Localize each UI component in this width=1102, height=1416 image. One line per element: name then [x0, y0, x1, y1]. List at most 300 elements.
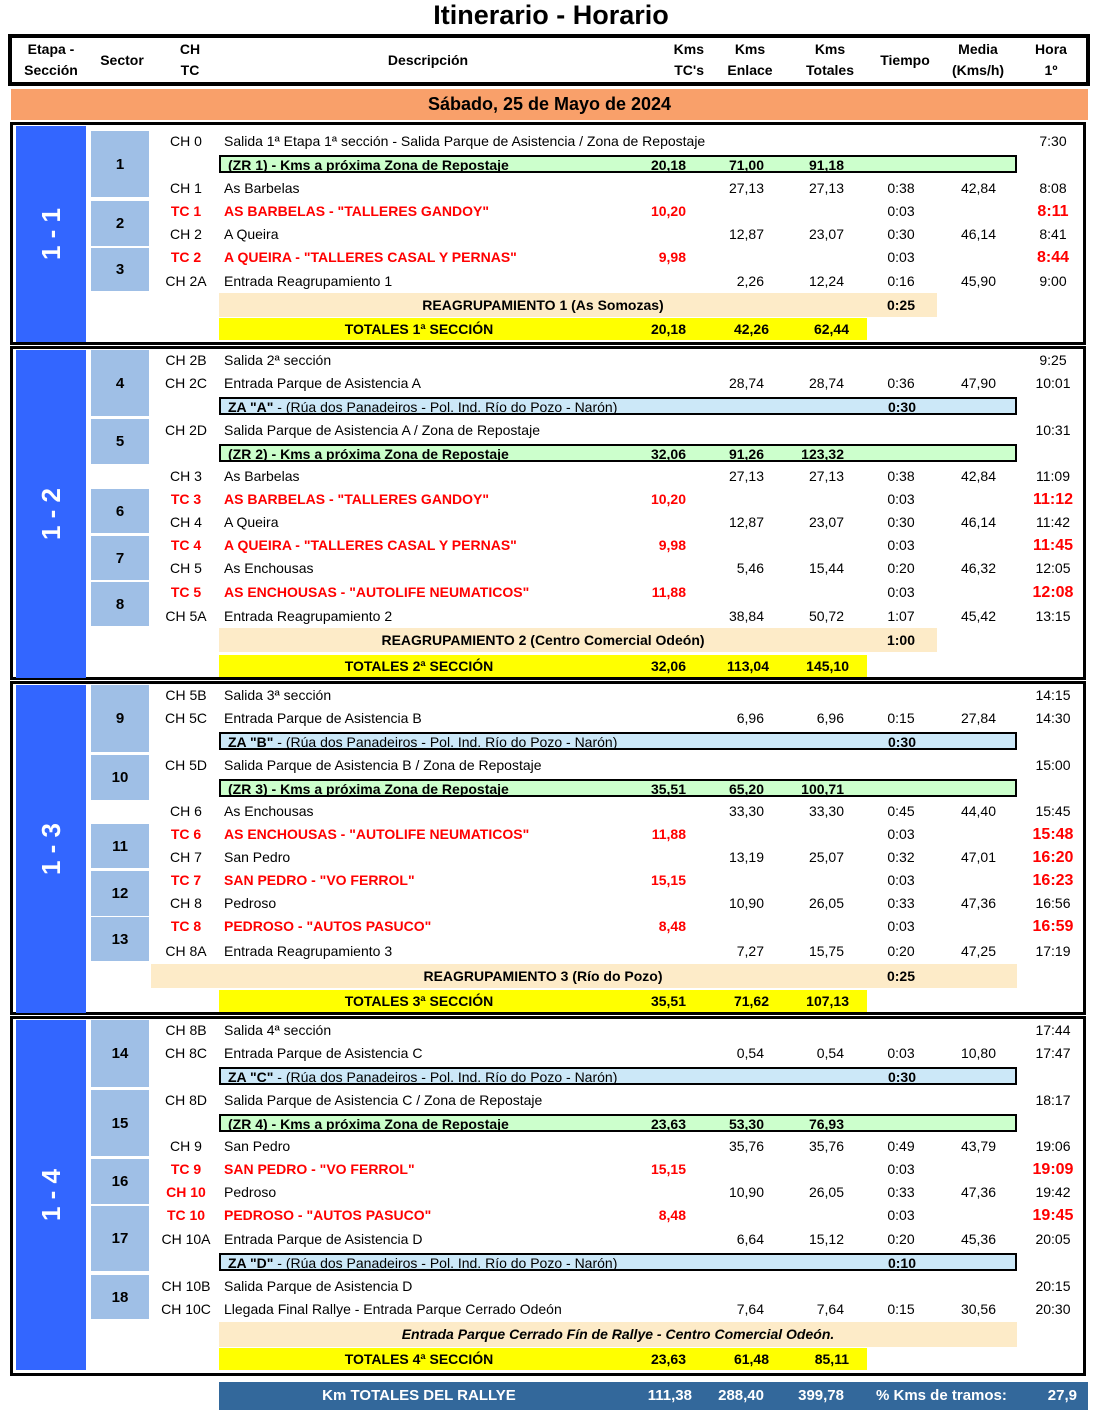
kms-tc-value: 8,48: [658, 918, 686, 934]
hora-value: 19:09: [1032, 1161, 1074, 1178]
row-description: As Barbelas: [224, 180, 300, 196]
row-description: SAN PEDRO - "VO FERROL": [224, 1161, 415, 1177]
media-value: 27,84: [960, 710, 996, 726]
hora-value: 17:44: [1035, 1022, 1071, 1038]
kms-enlace-value: 7,64: [736, 1301, 764, 1317]
refuel-zone-label: (ZR 3) - Kms a próxima Zona de Repostaje: [228, 781, 509, 797]
kms-totales-value: 85,11: [814, 1351, 849, 1367]
control-id: CH 10C: [161, 1301, 211, 1317]
ch-row: [0, 557, 1102, 580]
control-id: CH 5A: [165, 608, 207, 624]
tiempo-value: 0:36: [887, 375, 915, 391]
control-id: CH 2B: [165, 352, 207, 368]
assistance-zone-bar: [219, 732, 1017, 750]
sector-number: 8: [91, 582, 149, 626]
assistance-zone-label: ZA "D": [228, 1255, 274, 1271]
control-id: TC 8: [170, 918, 202, 934]
control-id: CH 2: [170, 226, 202, 242]
control-id: CH 5B: [165, 687, 207, 703]
hora-value: 12:05: [1035, 560, 1071, 576]
media-value: 47,01: [960, 849, 996, 865]
tiempo-value: 0:10: [887, 1255, 917, 1271]
control-id: TC 1: [170, 203, 202, 219]
sector-number: 10: [91, 755, 149, 800]
regroup-bar: [219, 293, 937, 317]
kms-totales-value: 76,93: [808, 1116, 844, 1132]
hora-value: 16:59: [1032, 918, 1074, 935]
hora-value: 12:08: [1032, 584, 1074, 601]
row-description: A Queira: [224, 514, 279, 530]
row-description: Entrada Reagrupamiento 3: [224, 943, 393, 959]
hora-value: 11:09: [1036, 468, 1070, 484]
tiempo-value: 0:25: [886, 968, 916, 984]
kms-enlace-value: 91,26: [728, 446, 764, 462]
kms-enlace-value: 33,30: [728, 803, 764, 819]
ch-row: [0, 419, 1102, 442]
hora-value: 16:56: [1035, 895, 1071, 911]
tiempo-value: 0:03: [887, 491, 915, 507]
hora-value: 11:45: [1032, 537, 1074, 554]
assistance-zone-text: [228, 399, 617, 415]
grand-total-kms-totales: 399,78: [798, 1387, 844, 1404]
parc-ferme-note: Entrada Parque Cerrado Fín de Rallye - Centro Comercial Odeón.: [219, 1322, 1017, 1347]
kms-enlace-value: 53,30: [728, 1116, 764, 1132]
header-hora-line1: Hora: [1035, 41, 1067, 57]
kms-totales-value: 123,32: [801, 446, 844, 462]
hora-value: 13:15: [1035, 608, 1071, 624]
assistance-zone-bar: [219, 1067, 1017, 1085]
kms-enlace-value: 28,74: [728, 375, 764, 391]
kms-enlace-value: 71,62: [733, 993, 769, 1009]
media-value: 42,84: [960, 180, 996, 196]
control-id: CH 8D: [164, 1092, 207, 1108]
row-description: Llegada Final Rallye - Entrada Parque Cerrado Odeón: [224, 1301, 562, 1317]
kms-tc-value: 15,15: [650, 872, 686, 888]
header-kms-totales-line2: Totales: [806, 62, 854, 78]
sector-number: 15: [91, 1090, 149, 1156]
kms-enlace-value: 38,84: [728, 608, 764, 624]
sector-number: 6: [91, 489, 149, 533]
sector-number: 13: [91, 917, 149, 961]
section-totals-bar: [219, 990, 867, 1012]
grand-total-pct: 27,9: [1047, 1387, 1077, 1404]
header-kms-enlace-line2: Enlace: [727, 62, 773, 78]
sector-number: 11: [91, 824, 149, 868]
media-value: 47,36: [960, 1184, 996, 1200]
kms-enlace-value: 12,87: [728, 226, 764, 242]
tiempo-value: 0:03: [887, 537, 915, 553]
kms-enlace-value: 65,20: [728, 781, 764, 797]
kms-tc-value: 20,18: [650, 157, 686, 173]
kms-enlace-value: 42,26: [733, 321, 769, 337]
ch-row: [0, 1135, 1102, 1158]
tc-row: [0, 823, 1102, 846]
ch-row: [0, 177, 1102, 200]
regroup-label: REAGRUPAMIENTO 1 (As Somozas): [422, 297, 664, 313]
assistance-zone-text: [228, 1069, 617, 1085]
header-kms-totales-line1: Kms: [814, 41, 846, 57]
hora-value: 8:11: [1037, 203, 1069, 220]
ch-row: [0, 940, 1102, 963]
assistance-zone-text: [228, 734, 617, 750]
tc-row: [0, 488, 1102, 511]
kms-enlace-value: 6,64: [736, 1231, 764, 1247]
hora-value: 14:30: [1035, 710, 1071, 726]
sector-number: 2: [91, 201, 149, 246]
ch-row: [0, 223, 1102, 246]
control-id: TC 9: [170, 1161, 202, 1177]
kms-enlace-value: 113,04: [726, 658, 769, 674]
ch-row: [0, 846, 1102, 869]
ch-row: [0, 684, 1102, 707]
ch-row: [0, 605, 1102, 628]
header-kms-totales: [790, 38, 870, 82]
assistance-zone-location: - (Rúa dos Panadeiros - Pol. Ind. Río do Pozo - Narón): [273, 734, 618, 750]
tiempo-value: 0:20: [887, 943, 915, 959]
assistance-zone-bar: [219, 1253, 1017, 1271]
kms-enlace-value: 35,76: [728, 1138, 764, 1154]
grand-total-pct-label: % Kms de tramos:: [876, 1387, 1007, 1404]
kms-totales-value: 15,44: [808, 560, 844, 576]
assistance-zone-location: - (Rúa dos Panadeiros - Pol. Ind. Río do Pozo - Narón): [273, 1069, 618, 1085]
ch-row: [0, 1298, 1102, 1321]
refuel-zone-bar: [219, 779, 1017, 797]
control-id: TC 4: [170, 537, 202, 553]
assistance-zone-location: - (Rúa dos Panadeiros - Pol. Ind. Río do Pozo - Narón): [273, 399, 618, 415]
hora-value: 8:08: [1039, 180, 1067, 196]
row-description: Salida 3ª sección: [224, 687, 332, 703]
ch-row: [0, 1019, 1102, 1042]
tiempo-value: 1:00: [886, 632, 916, 648]
header-media: [940, 38, 1016, 82]
row-description: Entrada Parque de Asistencia C: [224, 1045, 423, 1061]
assistance-zone-location: - (Rúa dos Panadeiros - Pol. Ind. Río do Pozo - Narón): [273, 1255, 618, 1271]
media-value: 47,90: [960, 375, 996, 391]
control-id: CH 8: [170, 895, 202, 911]
kms-totales-value: 15,12: [808, 1231, 844, 1247]
tiempo-value: 0:30: [887, 514, 915, 530]
tiempo-value: 0:03: [887, 918, 915, 934]
kms-enlace-value: 61,48: [733, 1351, 769, 1367]
hora-value: 14:15: [1035, 687, 1071, 703]
tiempo-value: 0:03: [887, 1161, 915, 1177]
section-totals-bar: [219, 318, 867, 340]
kms-enlace-value: 12,87: [728, 514, 764, 530]
etapa-text: 1 - 2: [36, 487, 66, 541]
sector-number: 4: [91, 350, 149, 416]
row-description: SAN PEDRO - "VO FERROL": [224, 872, 415, 888]
tc-row: [0, 869, 1102, 892]
page-title: Itinerario - Horario: [433, 0, 669, 30]
kms-enlace-value: 13,19: [728, 849, 764, 865]
assistance-zone-label: ZA "A": [228, 399, 274, 415]
sector-number: 16: [91, 1159, 149, 1204]
hora-value: 8:44: [1036, 249, 1070, 266]
row-description: AS BARBELAS - "TALLERES GANDOY": [224, 491, 490, 507]
kms-totales-value: 12,24: [808, 273, 844, 289]
kms-tc-value: 35,51: [650, 781, 686, 797]
row-description: A QUEIRA - "TALLERES CASAL Y PERNAS": [224, 537, 517, 553]
etapa-text: 1 - 3: [36, 822, 66, 876]
kms-totales-value: 107,13: [806, 993, 849, 1009]
tiempo-value: 0:03: [887, 826, 915, 842]
kms-tc-value: 10,20: [650, 203, 686, 219]
hora-value: 19:42: [1035, 1184, 1071, 1200]
ch-row: [0, 707, 1102, 730]
media-value: 43,79: [960, 1138, 996, 1154]
row-description: A QUEIRA - "TALLERES CASAL Y PERNAS": [224, 249, 517, 265]
sector-number: 9: [91, 685, 149, 752]
control-id: TC 7: [170, 872, 202, 888]
header-etapa: [12, 38, 90, 82]
row-description: Salida Parque de Asistencia C / Zona de Repostaje: [224, 1092, 543, 1108]
ch-row: [0, 1089, 1102, 1112]
kms-totales-value: 91,18: [808, 157, 844, 173]
ch-row: [0, 1181, 1102, 1204]
media-value: 45,36: [960, 1231, 996, 1247]
hora-value: 9:25: [1039, 352, 1067, 368]
kms-enlace-value: 10,90: [728, 895, 764, 911]
section-totals-bar: [219, 1348, 867, 1370]
kms-enlace-value: 0,54: [736, 1045, 764, 1061]
kms-totales-value: 100,71: [801, 781, 844, 797]
sector-number: 18: [91, 1275, 149, 1319]
tiempo-value: 0:30: [887, 226, 915, 242]
row-description: AS ENCHOUSAS - "AUTOLIFE NEUMATICOS": [224, 584, 530, 600]
section-totals-label: TOTALES 1ª SECCIÓN: [344, 321, 494, 337]
kms-totales-value: 28,74: [808, 375, 844, 391]
row-description: Entrada Reagrupamiento 1: [224, 273, 393, 289]
media-value: 30,56: [960, 1301, 996, 1317]
refuel-zone-bar: [219, 155, 1017, 173]
ch-row: [0, 892, 1102, 915]
row-description: Entrada Parque de Asistencia D: [224, 1231, 423, 1247]
header-ch: [154, 38, 226, 82]
control-id: CH 0: [170, 133, 202, 149]
regroup-label: REAGRUPAMIENTO 3 (Río do Pozo): [423, 968, 663, 984]
row-description: PEDROSO - "AUTOS PASUCO": [224, 1207, 432, 1223]
row-description: San Pedro: [224, 1138, 291, 1154]
tiempo-value: 0:33: [887, 1184, 915, 1200]
control-id: TC 10: [166, 1207, 206, 1223]
tiempo-value: 0:38: [887, 180, 915, 196]
kms-totales-value: 50,72: [808, 608, 844, 624]
header-kms-tc-line1: Kms: [673, 41, 704, 57]
kms-tc-value: 9,98: [658, 537, 686, 553]
tiempo-value: 0:30: [887, 399, 917, 415]
hora-value: 10:01: [1035, 375, 1071, 391]
kms-totales-value: 27,13: [808, 180, 844, 196]
kms-tc-value: 10,20: [650, 491, 686, 507]
row-description: Salida 4ª sección: [224, 1022, 332, 1038]
header-kms-enlace-line1: Kms: [734, 41, 766, 57]
tiempo-value: 0:45: [887, 803, 915, 819]
tiempo-value: 0:20: [887, 1231, 915, 1247]
kms-totales-value: 15,75: [808, 943, 844, 959]
kms-tc-value: 20,18: [650, 321, 686, 337]
media-value: 46,14: [960, 514, 996, 530]
tc-row: [0, 246, 1102, 269]
refuel-zone-label: (ZR 2) - Kms a próxima Zona de Repostaje: [228, 446, 509, 462]
table-header: [8, 34, 1090, 86]
control-id: TC 5: [170, 584, 202, 600]
kms-tc-value: 8,48: [658, 1207, 686, 1223]
grand-total-label: Km TOTALES DEL RALLYE: [322, 1387, 516, 1404]
row-description: Salida Parque de Asistencia A / Zona de Repostaje: [224, 422, 540, 438]
tc-row: [0, 581, 1102, 604]
ch-row: [0, 1228, 1102, 1251]
control-id: CH 6: [170, 803, 202, 819]
hora-value: 8:41: [1039, 226, 1067, 242]
sector-number: 17: [91, 1206, 149, 1271]
row-description: As Barbelas: [224, 468, 300, 484]
hora-value: 19:06: [1035, 1138, 1071, 1154]
tc-row: [0, 1158, 1102, 1181]
kms-totales-value: 62,44: [813, 321, 849, 337]
refuel-zone-label: (ZR 1) - Kms a próxima Zona de Repostaje: [228, 157, 509, 173]
sector-number: 5: [91, 419, 149, 464]
assistance-zone-text: [228, 1255, 617, 1271]
ch-row: [0, 130, 1102, 153]
hora-value: 17:47: [1035, 1045, 1071, 1061]
regroup-label: REAGRUPAMIENTO 2 (Centro Comercial Odeón): [381, 632, 705, 648]
hora-value: 15:45: [1035, 803, 1071, 819]
hora-value: 19:45: [1032, 1207, 1074, 1224]
section-totals-bar: [219, 655, 867, 677]
ch-row: [0, 349, 1102, 372]
date-banner: Sábado, 25 de Mayo de 2024: [11, 89, 1088, 120]
media-value: 47,25: [960, 943, 996, 959]
tiempo-value: 0:38: [887, 468, 915, 484]
row-description: Salida 1ª Etapa 1ª sección - Salida Parque de Asistencia / Zona de Repostaje: [224, 133, 706, 149]
ch-row: [0, 511, 1102, 534]
kms-tc-value: 32,06: [650, 658, 686, 674]
row-description: Salida 2ª sección: [224, 352, 332, 368]
grand-total-kms-enlace: 288,40: [718, 1387, 764, 1404]
hora-value: 17:19: [1035, 943, 1071, 959]
kms-enlace-value: 27,13: [728, 468, 764, 484]
section-totals-label: TOTALES 4ª SECCIÓN: [344, 1351, 494, 1367]
media-value: 42,84: [960, 468, 996, 484]
row-description: As Enchousas: [224, 560, 314, 576]
assistance-zone-bar: [219, 397, 1017, 415]
hora-value: 11:12: [1032, 491, 1074, 508]
grand-total-bar: [219, 1382, 1088, 1410]
kms-enlace-value: 10,90: [728, 1184, 764, 1200]
media-value: 46,14: [960, 226, 996, 242]
media-value: 45,90: [960, 273, 996, 289]
kms-totales-value: 145,10: [806, 658, 849, 674]
control-id: CH 2D: [164, 422, 207, 438]
ch-row: [0, 1042, 1102, 1065]
control-id: CH 5D: [164, 757, 207, 773]
etapa-text: 1 - 1: [36, 207, 66, 261]
control-id: CH 5C: [164, 710, 207, 726]
section-totals-label: TOTALES 3ª SECCIÓN: [344, 993, 494, 1009]
control-id: CH 1: [170, 180, 202, 196]
kms-tc-value: 23,63: [650, 1351, 686, 1367]
kms-totales-value: 6,96: [816, 710, 844, 726]
kms-totales-value: 23,07: [808, 226, 844, 242]
media-value: 44,40: [960, 803, 996, 819]
kms-tc-value: 15,15: [650, 1161, 686, 1177]
hora-value: 20:15: [1035, 1278, 1071, 1294]
kms-enlace-value: 5,46: [736, 560, 764, 576]
tiempo-value: 0:32: [887, 849, 915, 865]
section-totals-label: TOTALES 2ª SECCIÓN: [344, 658, 494, 674]
hora-value: 16:23: [1032, 872, 1074, 889]
control-id: CH 7: [170, 849, 202, 865]
header-etapa-line1: Etapa -: [27, 41, 75, 57]
kms-totales-value: 23,07: [808, 514, 844, 530]
header-ch-line1: CH: [179, 41, 201, 57]
kms-enlace-value: 2,26: [736, 273, 764, 289]
tiempo-value: 0:20: [887, 560, 915, 576]
media-value: 45,42: [960, 608, 996, 624]
hora-value: 20:30: [1035, 1301, 1071, 1317]
control-id: CH 8B: [165, 1022, 207, 1038]
kms-tc-value: 9,98: [658, 249, 686, 265]
control-id: TC 6: [170, 826, 202, 842]
header-tiempo: Tiempo: [880, 51, 930, 68]
hora-value: 10:31: [1035, 422, 1071, 438]
assistance-zone-label: ZA "C": [228, 1069, 274, 1085]
row-description: Salida Parque de Asistencia B / Zona de Repostaje: [224, 757, 542, 773]
tiempo-value: 1:07: [887, 608, 915, 624]
row-description: San Pedro: [224, 849, 291, 865]
tiempo-value: 0:15: [887, 1301, 915, 1317]
hora-value: 7:30: [1039, 133, 1067, 149]
tiempo-value: 0:03: [887, 1045, 915, 1061]
control-id: CH 5: [170, 560, 202, 576]
tiempo-value: 0:03: [887, 872, 915, 888]
tiempo-value: 0:03: [887, 1207, 915, 1223]
kms-enlace-value: 6,96: [736, 710, 764, 726]
control-id: CH 10: [166, 1184, 206, 1200]
row-description: Entrada Parque de Asistencia B: [224, 710, 422, 726]
tiempo-value: 0:25: [886, 297, 916, 313]
sector-number: 3: [91, 248, 149, 291]
tiempo-value: 0:03: [887, 584, 915, 600]
header-hora-line2: 1º: [1044, 62, 1058, 78]
control-id: CH 9: [170, 1138, 202, 1154]
tiempo-value: 0:33: [887, 895, 915, 911]
control-id: CH 4: [170, 514, 202, 530]
hora-value: 11:42: [1036, 514, 1070, 530]
control-id: CH 3: [170, 468, 202, 484]
control-id: CH 8A: [165, 943, 207, 959]
tc-row: [0, 200, 1102, 223]
kms-enlace-value: 27,13: [728, 180, 764, 196]
header-hora: [1016, 38, 1086, 82]
regroup-bar: [219, 628, 937, 652]
ch-row: [0, 1275, 1102, 1298]
hora-value: 16:20: [1032, 849, 1074, 866]
ch-row: [0, 465, 1102, 488]
tc-row: [0, 534, 1102, 557]
control-id: TC 3: [170, 491, 202, 507]
media-value: 47,36: [960, 895, 996, 911]
row-description: PEDROSO - "AUTOS PASUCO": [224, 918, 432, 934]
row-description: Pedroso: [224, 1184, 277, 1200]
tiempo-value: 0:16: [887, 273, 915, 289]
tiempo-value: 0:49: [887, 1138, 915, 1154]
sector-number: 12: [91, 871, 149, 916]
kms-totales-value: 26,05: [808, 895, 844, 911]
hora-value: 9:00: [1039, 273, 1067, 289]
ch-row: [0, 270, 1102, 293]
control-id: CH 10A: [161, 1231, 211, 1247]
